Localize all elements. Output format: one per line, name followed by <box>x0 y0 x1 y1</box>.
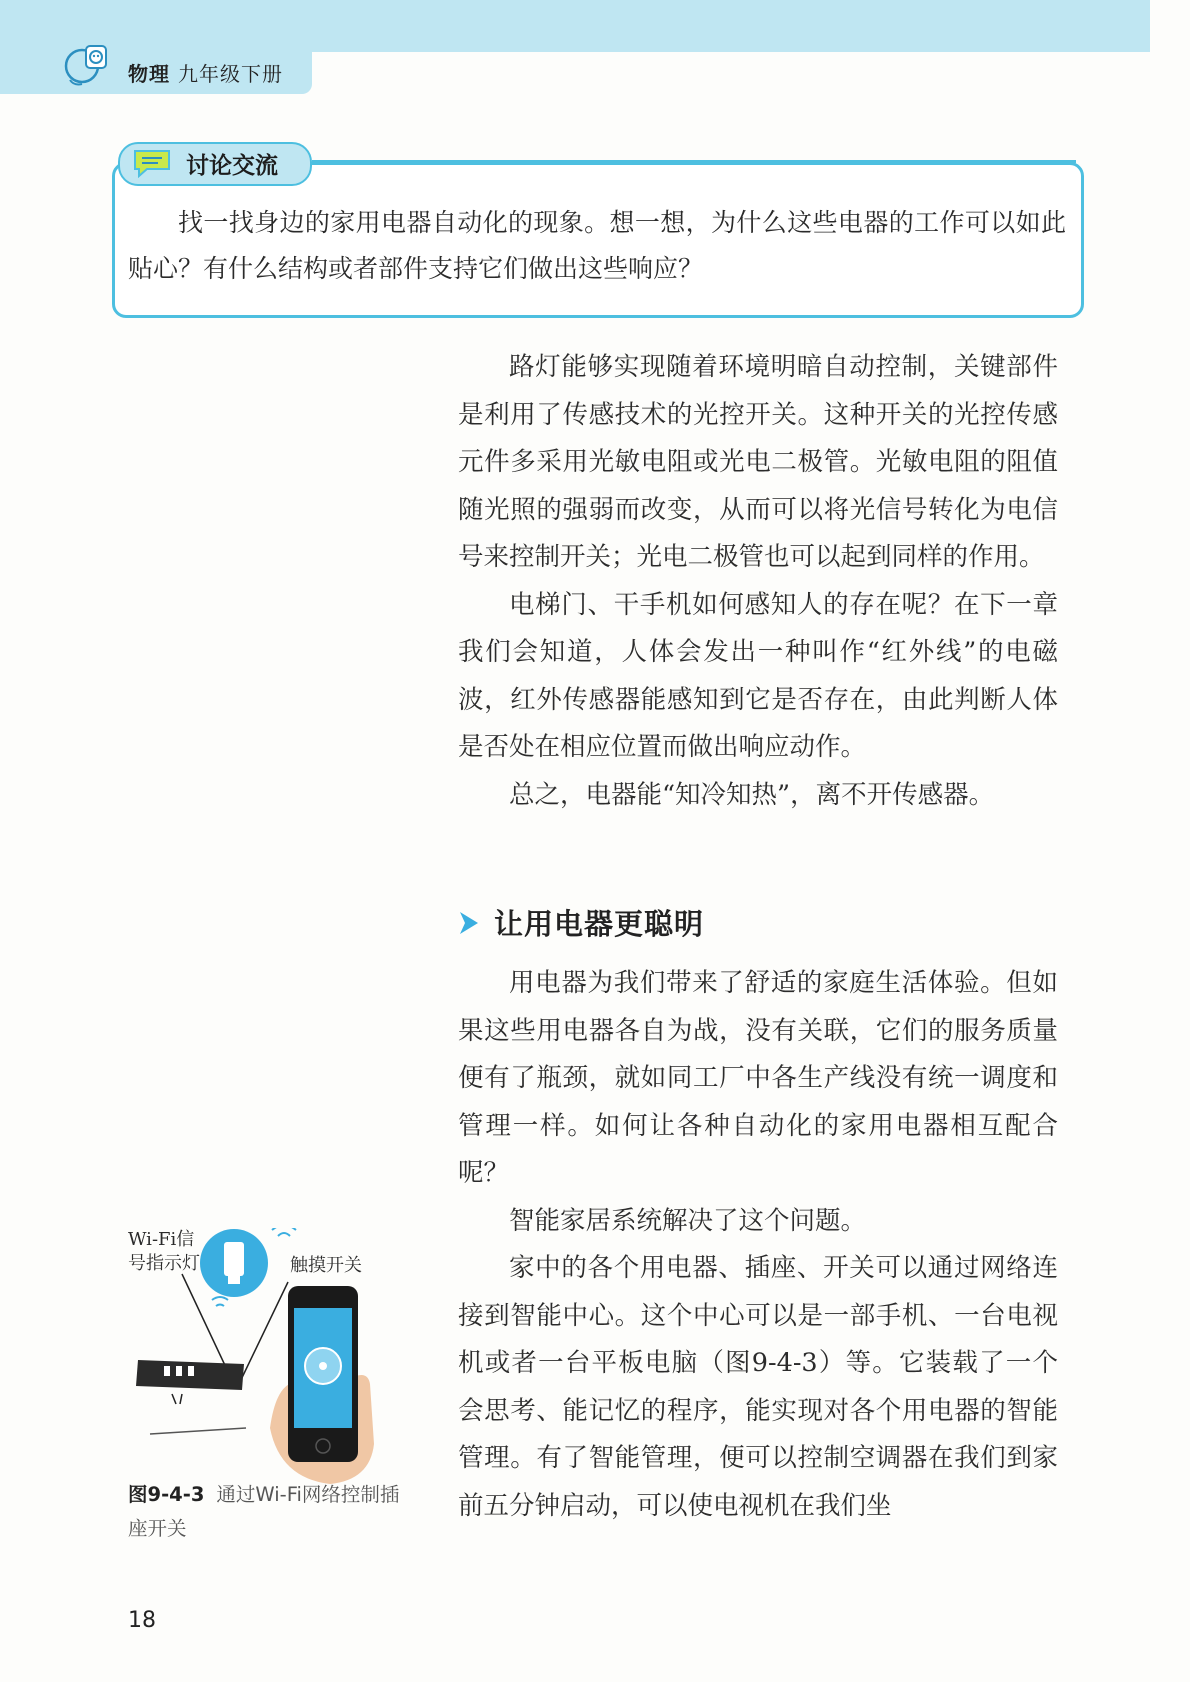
plug-head-icon <box>62 40 110 88</box>
figure-label-wifi-line1: Wi-Fi信 <box>128 1229 195 1250</box>
chat-bubble-icon <box>132 148 172 178</box>
figure-caption-text: 通过Wi-Fi网络控制插座开关 <box>128 1483 400 1540</box>
section2-body <box>458 960 1058 1530</box>
paragraph: 总之，电器能“知冷知热”，离不开传感器。 <box>509 779 995 810</box>
page-number: 18 <box>128 1608 156 1633</box>
figure-label-touch: 触摸开关 <box>290 1255 362 1276</box>
discussion-text <box>128 200 1066 292</box>
section-heading <box>456 902 704 943</box>
book-subject: 物理 <box>128 62 170 86</box>
paragraph: 路灯能够实现随着环境明暗自动控制，关键部件是利用了传感技术的光控开关。这种开关的光控传感元件多采用光敏电阻或光电二极管。光敏电阻的阻值随光照的强弱而改变，从而可以将光信号转化为电信号来控制开关；光电二极管也可以起到同样的作用。 <box>458 352 1058 572</box>
figure-number: 图9-4-3 <box>128 1483 205 1506</box>
discussion-label: 讨论交流 <box>186 153 278 179</box>
discussion-rule <box>312 160 1076 163</box>
discussion-paragraph: 找一找身边的家用电器自动化的现象。想一想，为什么这些电器的工作可以如此贴心？有什么结构或者部件支持它们做出这些响应？ <box>128 208 1066 283</box>
wifi-socket-icon <box>200 1229 268 1306</box>
chevron-right-icon <box>456 910 482 936</box>
figure-wifi-socket <box>120 1228 410 1493</box>
paragraph: 家中的各个用电器、插座、开关可以通过网络连接到智能中心。这个中心可以是一部手机、一台电视机或者一台平板电脑（图9-4-3）等。它装载了一个会思考、能记忆的程序，能实现对各个用电器的智能管理。有了智能管理，便可以控制空调器在我们到家前五分钟启动，可以使电视机在我们坐 <box>458 1253 1058 1521</box>
figure-caption <box>128 1478 418 1546</box>
socket-switch-panel <box>136 1360 246 1434</box>
figure-illustration <box>120 1228 410 1493</box>
book-grade: 九年级下册 <box>178 62 283 86</box>
header-band <box>0 0 1150 52</box>
figure-label-wifi-line2: 号指示灯 <box>128 1253 200 1274</box>
book-title <box>128 58 283 87</box>
paragraph: 电梯门、干手机如何感知人的存在呢？在下一章我们会知道，人体会发出一种叫作“红外线”的电磁波，红外传感器能感知到它是否存在，由此判断人体是否处在相应位置而做出响应动作。 <box>458 589 1058 762</box>
discussion-header <box>118 138 308 184</box>
section1-body <box>458 344 1058 819</box>
section-heading-text: 让用电器更聪明 <box>494 907 705 941</box>
paragraph: 用电器为我们带来了舒适的家庭生活体验。但如果这些用电器各自为战，没有关联，它们的服务质量便有了瓶颈，就如同工厂中各生产线没有统一调度和管理一样。如何让各种自动化的家用电器相互配合呢？ <box>458 968 1058 1188</box>
smartphone-in-hand <box>270 1228 374 1484</box>
paragraph: 智能家居系统解决了这个问题。 <box>509 1205 867 1236</box>
